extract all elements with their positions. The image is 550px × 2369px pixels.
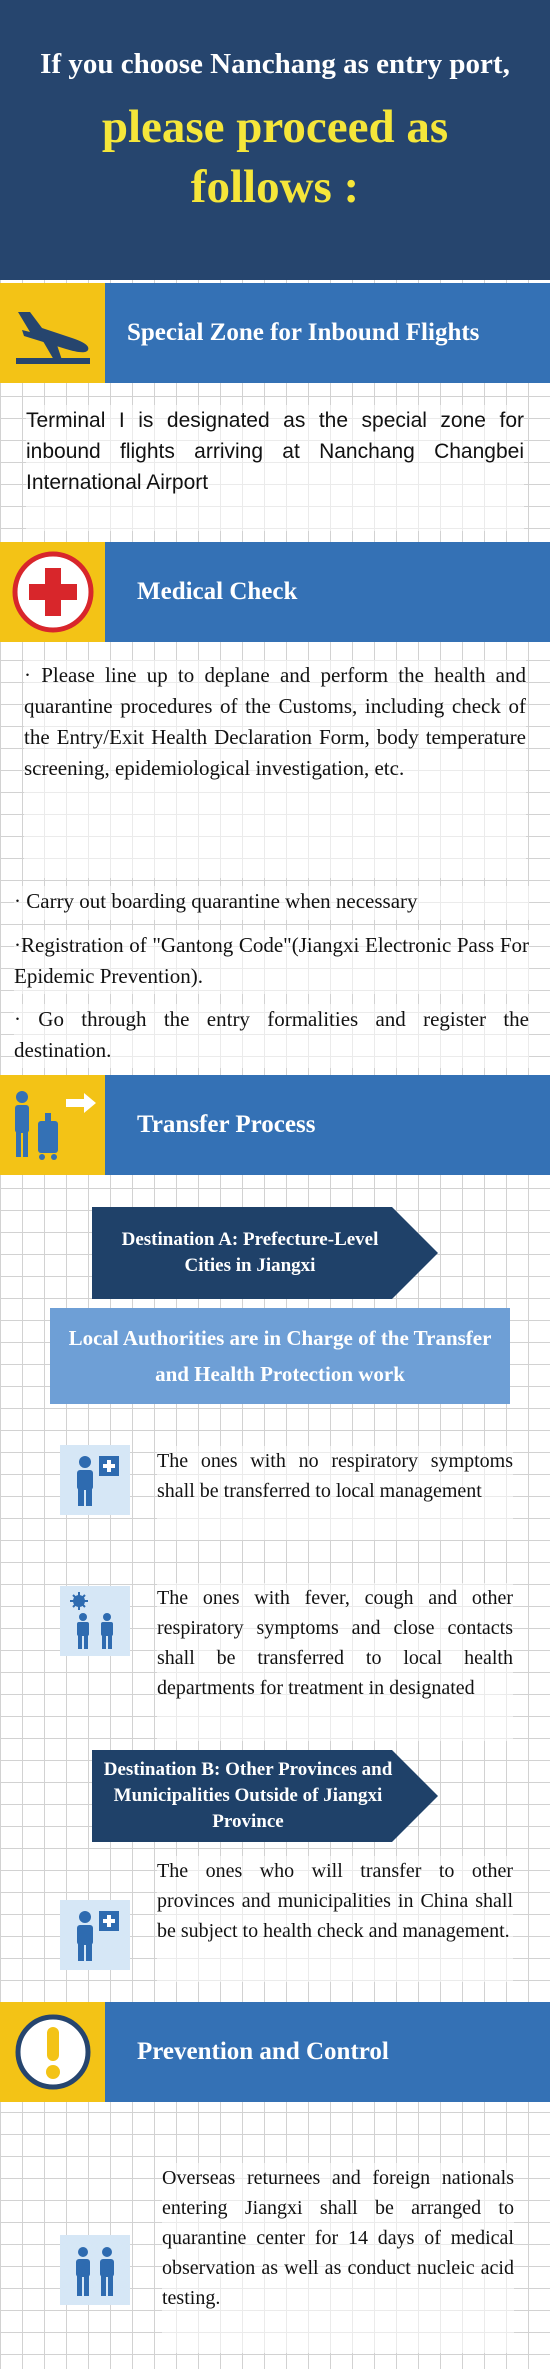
transfer-item-3-text: The ones who will transfer to other provinces and municipalities in China shall be subject to health check and management. (157, 1856, 513, 1982)
destination-b-label: Destination B: Other Provinces and Municipalities Outside of Jiangxi Province (103, 1759, 393, 1832)
prevention-title: Prevention and Control (105, 2002, 550, 2102)
transfer-item-2-text: The ones with fever, cough and other respiratory symptoms and close contacts shall be transferred to local health departments for treatment in designated (157, 1583, 513, 1741)
prevention-text: Overseas returnees and foreign nationals entering Jiangxi shall be arranged to quarantine center for 14 days of medical observation as well as conduct nucleic acid testing. (162, 2163, 514, 2353)
transfer-title: Transfer Process (105, 1075, 550, 1175)
medical-check-item-1: · Please line up to deplane and perform the health and quarantine procedures of the Customs, including check of the Entry/Exit Health Declaration Form, body temperature screening, epidemiological investigation, etc. (24, 660, 526, 878)
prevention-icon-box (0, 2002, 105, 2102)
medical-check-item-3: ·Registration of "Gantong Code"(Jiangxi Electronic Pass For Epidemic Prevention). (14, 930, 529, 994)
transfer-item-1-text: The ones with no respiratory symptoms shall be transferred to local management (157, 1446, 513, 1540)
virus-people-icon (65, 1591, 125, 1651)
header-line-2: please proceed as (101, 101, 449, 153)
medical-cross-icon (11, 550, 95, 634)
transfer-icon-box (0, 1075, 105, 1175)
header-line-3: follows : (190, 161, 360, 213)
prevention-item-icon-box (60, 2235, 130, 2305)
header-line-1: If you choose Nanchang as entry port, (40, 48, 510, 80)
medical-check-icon-box (0, 542, 105, 642)
traveler-luggage-icon (8, 1085, 98, 1165)
transfer-item-2-icon-box (60, 1586, 130, 1656)
authority-box: Local Authorities are in Charge of the Transfer and Health Protection work (50, 1308, 510, 1404)
person-plus-icon (65, 1905, 125, 1965)
two-people-icon (65, 2240, 125, 2300)
header-banner (0, 0, 550, 280)
special-zone-text: Terminal I is designated as the special zone for inbound flights arriving at Nanchang Changbei International Airport (26, 405, 524, 531)
airplane-landing-icon (10, 298, 96, 368)
special-zone-title: Special Zone for Inbound Flights (105, 283, 550, 383)
medical-check-item-2: · Carry out boarding quarantine when necessary (14, 886, 529, 920)
exclamation-icon (12, 2011, 94, 2093)
transfer-item-3-icon-box (60, 1900, 130, 1970)
medical-check-title: Medical Check (105, 542, 550, 642)
destination-a-label: Destination A: Prefecture-Level Cities in Jiangxi (121, 1229, 379, 1276)
transfer-item-1-icon-box (60, 1445, 130, 1515)
medical-check-item-4: · Go through the entry formalities and register the destination. (14, 1004, 529, 1068)
person-plus-icon (65, 1450, 125, 1510)
special-zone-icon-box (0, 283, 105, 383)
